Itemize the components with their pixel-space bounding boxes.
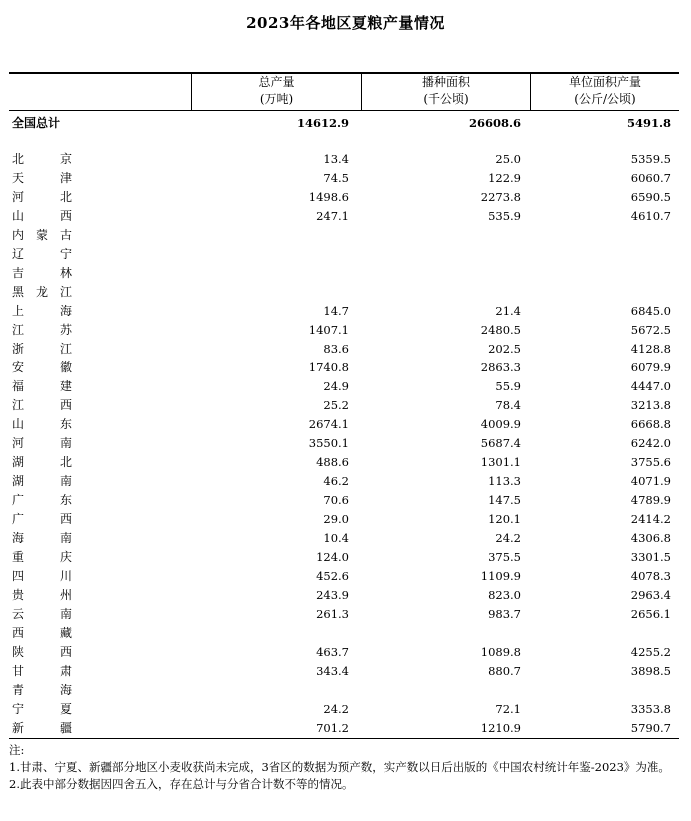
yield-value: 6060.7: [630, 170, 671, 185]
region-name: 安徽: [12, 360, 72, 375]
region-name: 河北: [12, 189, 72, 204]
area-value: 24.2: [495, 531, 521, 545]
region-name: 湖南: [12, 474, 72, 489]
header-yield: [531, 74, 679, 108]
header-area: [362, 74, 530, 108]
output-value: 10.4: [323, 531, 349, 545]
table-row: [9, 226, 679, 245]
table-row: [9, 169, 679, 188]
region-name: 上海: [12, 303, 72, 318]
region-name: 吉林: [12, 265, 72, 280]
area-value: 55.9: [495, 379, 521, 394]
header-yield-unit: (公斤/公顷): [574, 92, 636, 106]
header-bottom-rule: [9, 110, 679, 111]
header-output: [192, 74, 361, 108]
table-row: [9, 434, 679, 453]
area-value: 72.1: [495, 701, 521, 716]
yield-value: 5790.7: [630, 720, 671, 735]
region-name: 内蒙古: [12, 227, 72, 242]
area-value: 1210.9: [480, 720, 521, 735]
table-row: [9, 283, 679, 302]
yield-value: 3755.6: [630, 455, 671, 470]
region-name: 宁夏: [12, 701, 72, 716]
table-row: [9, 472, 679, 491]
region-name: 黑龙江: [12, 284, 72, 299]
region-name: 甘肃: [12, 663, 72, 678]
region-name: 广东: [12, 493, 72, 508]
area-value: 1301.1: [480, 455, 521, 470]
area-value: 2273.8: [480, 189, 521, 204]
area-value: 113.3: [488, 474, 521, 489]
yield-value: 5359.5: [630, 152, 671, 166]
area-value: 78.4: [495, 398, 521, 413]
yield-value: 6668.8: [630, 417, 671, 432]
output-value: 24.9: [323, 379, 349, 394]
yield-value: 5491.8: [626, 116, 671, 130]
table-row: [9, 567, 679, 586]
table-row: [9, 321, 679, 340]
yield-value: 4789.9: [630, 493, 671, 508]
region-name: 湖北: [12, 455, 72, 470]
header-output-name: 总产量: [258, 75, 295, 89]
area-value: 823.0: [488, 587, 521, 602]
output-value: 452.6: [316, 568, 349, 583]
table-row: [9, 700, 679, 719]
area-value: 880.7: [488, 663, 521, 678]
region-name: 陕西: [12, 644, 72, 659]
yield-value: 4078.3: [630, 568, 671, 583]
notes-label: 注:: [9, 743, 25, 757]
output-value: 14.7: [323, 303, 349, 318]
region-name: 贵州: [12, 587, 72, 602]
region-name: 青海: [12, 682, 72, 697]
output-value: 25.2: [323, 398, 349, 413]
output-value: 29.0: [323, 512, 349, 527]
region-name: 广西: [12, 512, 72, 527]
region-name: 山东: [12, 417, 72, 432]
yield-value: 6590.5: [630, 189, 671, 204]
table-row: [9, 548, 679, 567]
table-row: [9, 586, 679, 605]
output-value: 46.2: [323, 474, 349, 489]
table-row: [9, 396, 679, 415]
table-row: [9, 188, 679, 207]
table-row: [9, 681, 679, 700]
yield-value: 2963.4: [630, 587, 671, 602]
yield-value: 3898.5: [630, 663, 671, 678]
yield-value: 3301.5: [630, 549, 671, 564]
output-value: 243.9: [316, 587, 349, 602]
region-name: 云南: [12, 606, 72, 621]
output-value: 124.0: [316, 549, 349, 564]
table-row: [9, 719, 679, 738]
table-row: [9, 377, 679, 396]
area-value: 2480.5: [480, 322, 521, 337]
area-value: 2863.3: [480, 360, 521, 375]
table-row: [9, 245, 679, 264]
table-row: [9, 207, 679, 226]
yield-value: 6079.9: [630, 360, 671, 375]
area-value: 26608.6: [468, 116, 521, 130]
area-value: 5687.4: [480, 436, 521, 451]
output-value: 1407.1: [308, 322, 349, 337]
yield-value: 3213.8: [630, 398, 671, 413]
table-row-total: [9, 114, 679, 133]
output-value: 261.3: [316, 606, 349, 621]
region-name: 福建: [12, 379, 72, 394]
region-name: 新疆: [12, 720, 72, 735]
area-value: 120.1: [488, 512, 521, 527]
region-name: 北京: [12, 152, 72, 166]
output-value: 13.4: [323, 152, 349, 166]
output-value: 343.4: [316, 663, 349, 678]
yield-value: 4447.0: [630, 379, 671, 394]
yield-value: 4610.7: [630, 208, 671, 223]
yield-value: 2656.1: [630, 606, 671, 621]
area-value: 202.5: [488, 341, 521, 356]
table-row: [9, 302, 679, 321]
region-name: 江苏: [12, 322, 72, 337]
table-bottom-rule: [9, 738, 679, 739]
region-name: 天津: [12, 170, 72, 185]
output-value: 74.5: [323, 170, 349, 185]
output-value: 488.6: [316, 455, 349, 470]
region-name: 河南: [12, 436, 72, 451]
output-value: 1740.8: [308, 360, 349, 375]
area-value: 535.9: [488, 208, 521, 223]
area-value: 21.4: [495, 303, 521, 318]
output-value: 24.2: [323, 701, 349, 716]
region-name: 全国总计: [12, 116, 61, 130]
area-value: 4009.9: [480, 417, 521, 432]
area-value: 983.7: [488, 606, 521, 621]
yield-value: 4071.9: [630, 474, 671, 489]
output-value: 463.7: [316, 644, 349, 659]
area-value: 1109.9: [480, 568, 521, 583]
output-value: 83.6: [323, 341, 349, 356]
header-yield-name: 单位面积产量: [568, 75, 641, 89]
yield-value: 4255.2: [630, 644, 671, 659]
yield-value: 4306.8: [630, 531, 671, 545]
region-name: 江西: [12, 398, 72, 413]
yield-value: 6845.0: [630, 303, 671, 318]
output-value: 1498.6: [308, 189, 349, 204]
table-row: [9, 605, 679, 624]
table-row: [9, 662, 679, 681]
header-area-name: 播种面积: [421, 75, 470, 89]
notes: [9, 742, 679, 793]
yield-value: 4128.8: [630, 341, 671, 356]
note-item: 2.此表中部分数据因四舍五入，存在总计与分省合计数不等的情况。: [9, 777, 354, 791]
area-value: 1089.8: [480, 644, 521, 659]
note-item: 1.甘肃、宁夏、新疆部分地区小麦收获尚未完成，3省区的数据为预产数，实产数以日后出版的《中国农村统计年鉴-2023》为准。: [9, 760, 670, 774]
area-value: 122.9: [488, 170, 521, 185]
output-value: 2674.1: [308, 417, 349, 432]
area-value: 25.0: [495, 152, 521, 166]
table-row: [9, 643, 679, 662]
area-value: 147.5: [488, 493, 521, 508]
output-value: 701.2: [316, 720, 349, 735]
table-row: [9, 264, 679, 283]
output-value: 247.1: [316, 208, 349, 223]
yield-value: 6242.0: [630, 436, 671, 451]
table-row: [9, 510, 679, 529]
region-name: 海南: [12, 531, 72, 545]
region-name: 四川: [12, 568, 72, 583]
table-row: [9, 415, 679, 434]
region-name: 山西: [12, 208, 72, 223]
header-output-unit: (万吨): [259, 92, 294, 106]
region-name: 重庆: [12, 549, 72, 564]
table-row: [9, 150, 679, 169]
region-name: 辽宁: [12, 246, 72, 261]
table-row: [9, 340, 679, 359]
output-value: 3550.1: [308, 436, 349, 451]
yield-value: 5672.5: [630, 322, 671, 337]
region-name: 浙江: [12, 341, 72, 356]
output-value: 14612.9: [296, 116, 349, 130]
region-name: 西藏: [12, 625, 72, 640]
yield-value: 3353.8: [630, 701, 671, 716]
table-row: [9, 529, 679, 548]
table-row: [9, 358, 679, 377]
page-title: 2023年各地区夏粮产量情况: [246, 14, 445, 32]
header-area-unit: (千公顷): [423, 92, 469, 106]
area-value: 375.5: [488, 549, 521, 564]
output-value: 70.6: [323, 493, 349, 508]
table-row: [9, 453, 679, 472]
table-row: [9, 624, 679, 643]
yield-value: 2414.2: [630, 512, 671, 527]
table-row: [9, 491, 679, 510]
